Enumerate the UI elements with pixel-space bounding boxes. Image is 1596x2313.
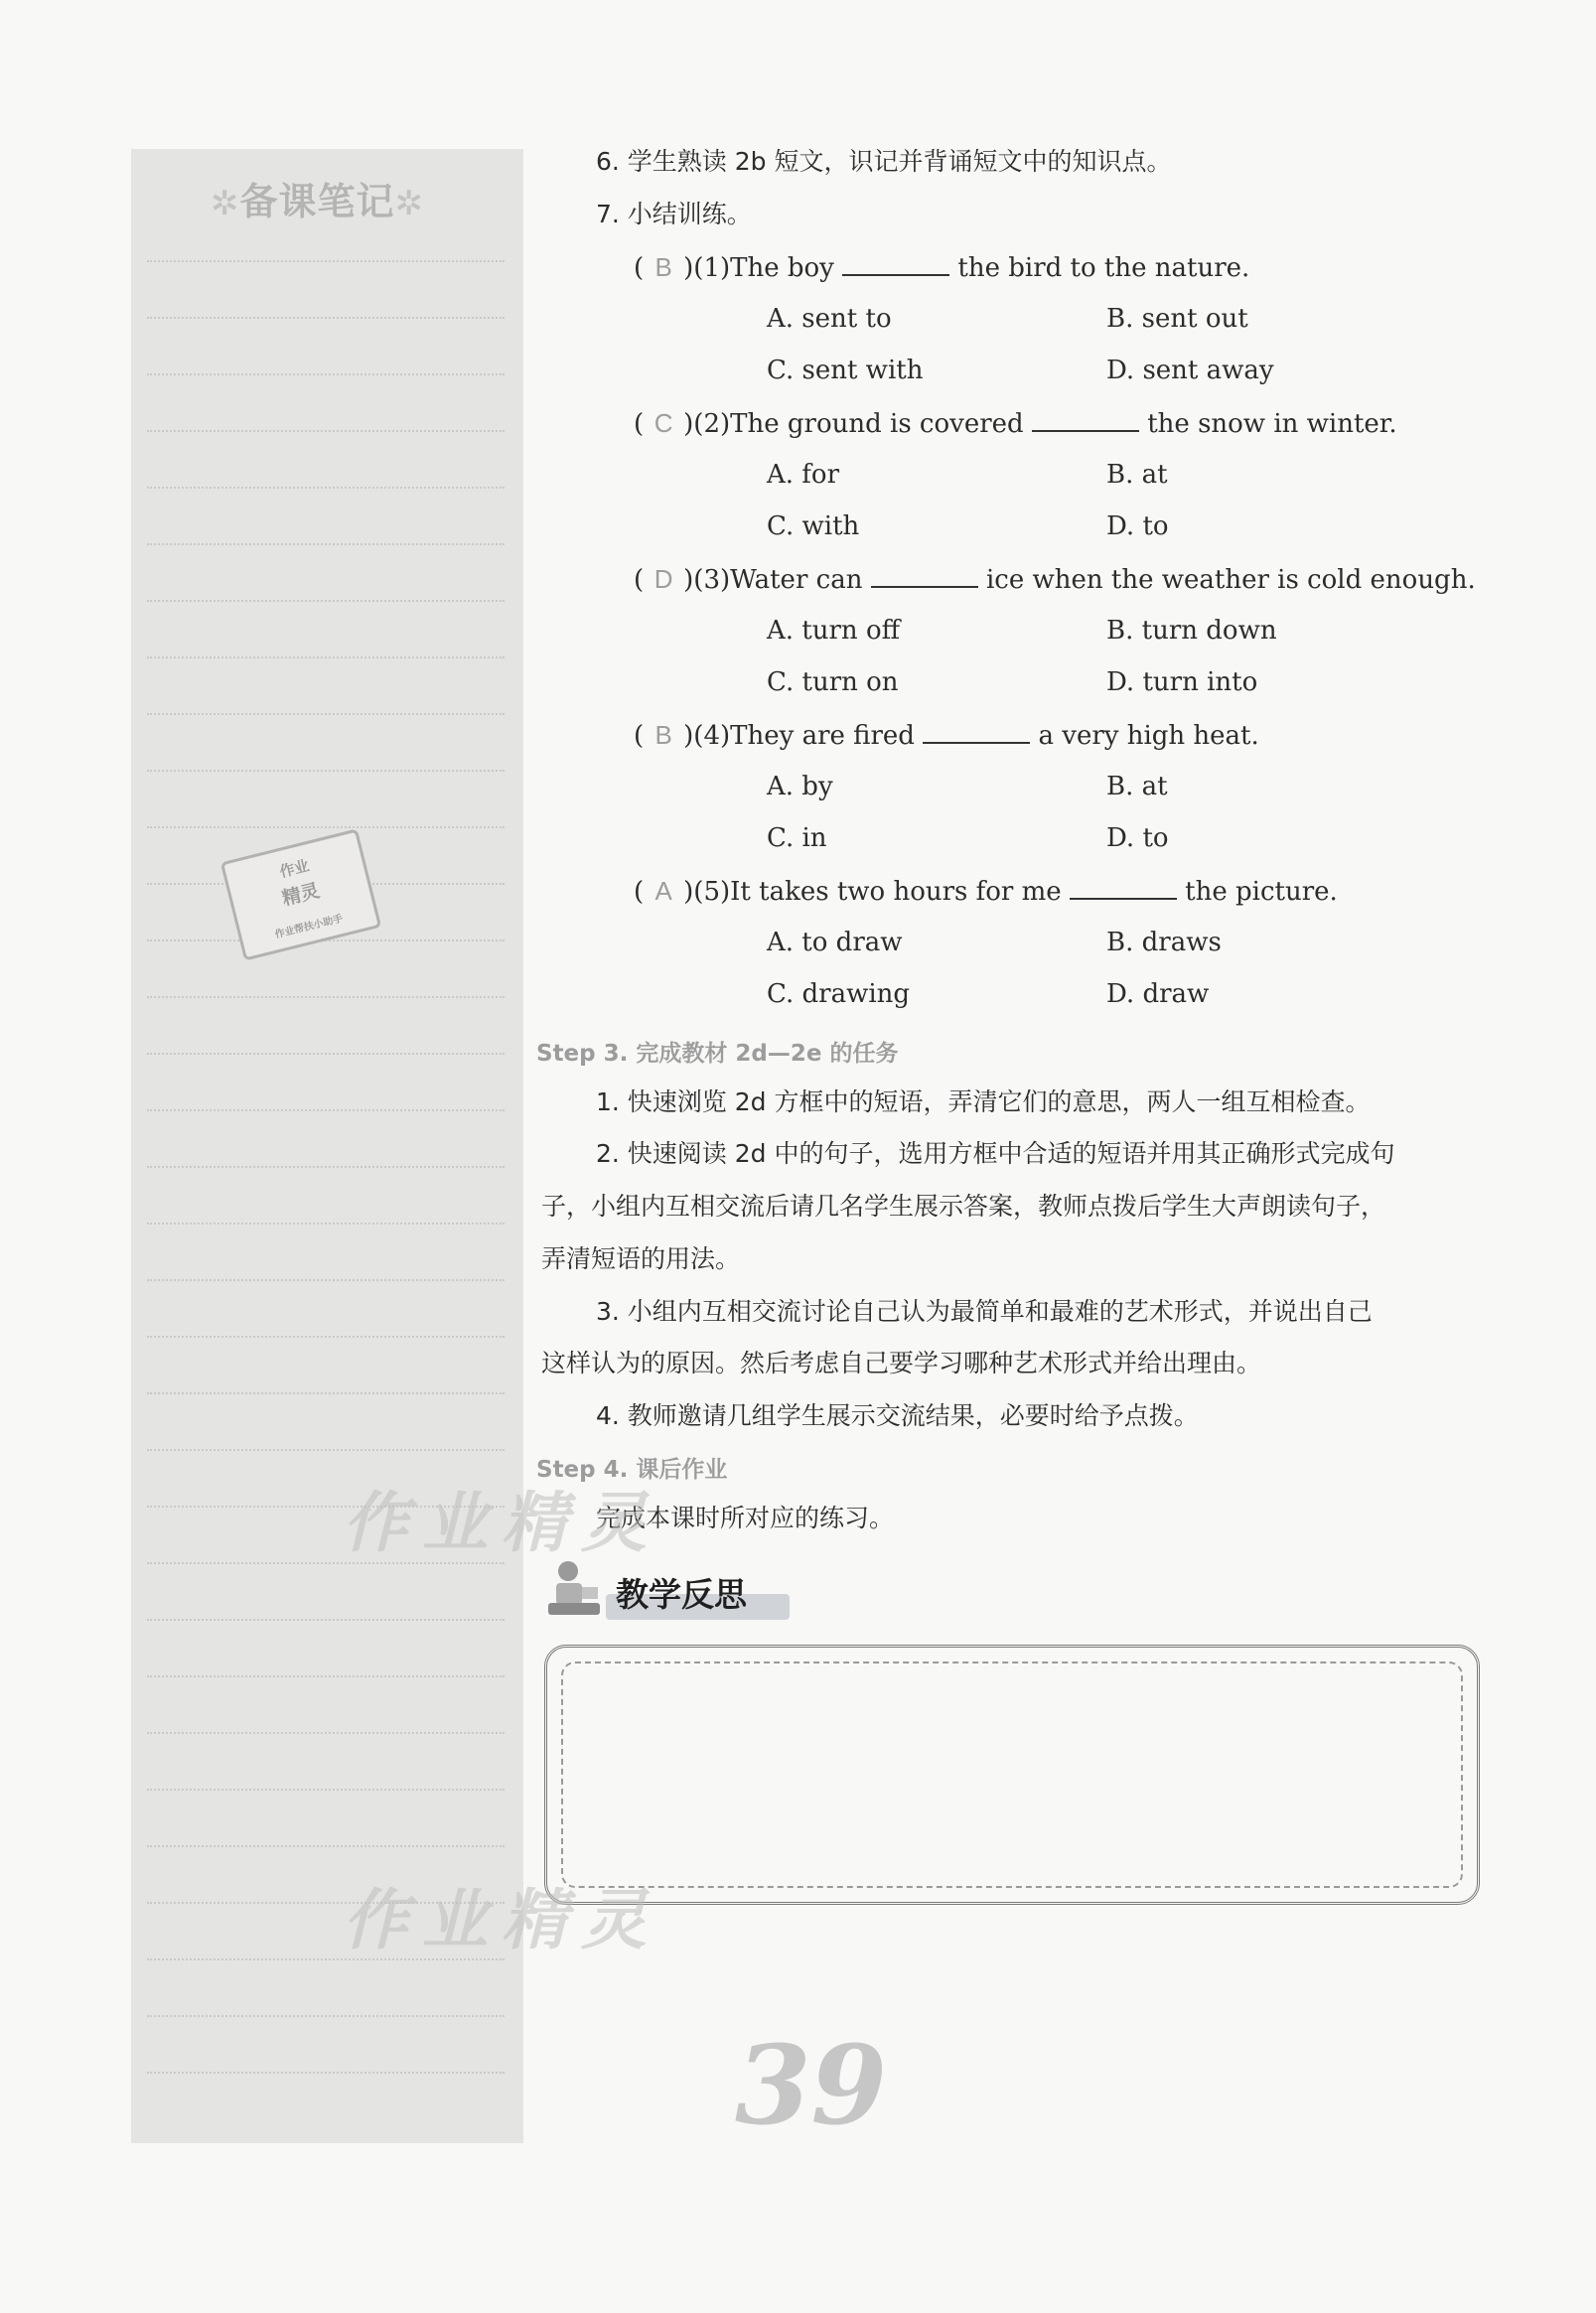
option: C. with — [767, 511, 860, 541]
note-line — [147, 487, 505, 489]
note-line — [147, 1845, 505, 1847]
note-line — [147, 373, 505, 375]
option: C. sent with — [767, 356, 924, 385]
note-line — [147, 1392, 505, 1394]
option: A. for — [767, 460, 840, 490]
note-line — [147, 430, 505, 432]
notes-title-text: 备课笔记 — [239, 180, 395, 223]
question-before: The boy — [730, 253, 834, 283]
paren-open: ( — [634, 409, 645, 439]
question-number: )(3) — [683, 565, 731, 595]
note-line — [147, 1336, 505, 1338]
option: B. draws — [1106, 928, 1222, 957]
option: A. turn off — [767, 616, 901, 646]
option: D. turn into — [1106, 667, 1258, 697]
stamp-line-2: 精灵 — [279, 879, 323, 911]
reflection-box — [544, 1645, 1480, 1905]
question-number: )(2) — [683, 409, 731, 439]
question-before: Water can — [730, 565, 863, 595]
question-number: )(1) — [683, 253, 731, 283]
option: D. sent away — [1106, 356, 1274, 385]
option: C. in — [767, 823, 827, 853]
answer-letter: B — [654, 252, 672, 282]
question-stem — [634, 406, 1397, 441]
note-line — [147, 1109, 505, 1111]
option: B. at — [1106, 460, 1168, 490]
step3-line-6: 这样认为的原因。然后考虑自己要学习哪种艺术形式并给出理由。 — [541, 1349, 1262, 1377]
note-line — [147, 1789, 505, 1791]
answer-letter: B — [654, 720, 672, 750]
step3-line-4: 弄清短语的用法。 — [541, 1244, 741, 1273]
question-before: The ground is covered — [730, 409, 1024, 439]
option: C. drawing — [767, 979, 911, 1009]
question-stem — [634, 718, 1259, 753]
option: D. draw — [1106, 979, 1210, 1009]
question-stem — [634, 874, 1338, 909]
option: D. to — [1106, 511, 1169, 541]
flower-icon: ✲ — [394, 184, 425, 223]
notes-sidebar — [131, 149, 523, 2143]
option: C. turn on — [767, 667, 899, 697]
note-line — [147, 713, 505, 715]
question-number: )(5) — [683, 877, 731, 907]
question-after: a very high heat. — [1038, 721, 1259, 751]
answer-letter: C — [653, 408, 673, 438]
option: B. turn down — [1106, 616, 1277, 646]
note-line — [147, 1223, 505, 1225]
step3-title: Step 3. 完成教材 2d—2e 的任务 — [536, 1041, 899, 1067]
note-line — [147, 1166, 505, 1168]
question-stem — [634, 250, 1249, 285]
note-line — [147, 770, 505, 772]
answer-blank[interactable] — [871, 562, 978, 588]
note-line — [147, 1732, 505, 1734]
question-after: the picture. — [1185, 877, 1338, 907]
stamp-line-1: 作业 — [277, 856, 312, 882]
question-number: )(4) — [683, 721, 731, 751]
item-6: 6. 学生熟读 2b 短文，识记并背诵短文中的知识点。 — [596, 147, 1172, 176]
item-7: 7. 小结训练。 — [596, 200, 752, 228]
option: B. sent out — [1106, 304, 1248, 334]
option: A. to draw — [767, 928, 903, 957]
step4-line: 完成本课时所对应的练习。 — [596, 1504, 895, 1532]
step3-line-7: 4. 教师邀请几组学生展示交流结果，必要时给予点拨。 — [596, 1401, 1199, 1430]
note-line — [147, 260, 505, 262]
step3-line-2: 2. 快速阅读 2d 中的句子，选用方框中合适的短语并用其正确形式完成句 — [596, 1139, 1395, 1168]
stamp-line-3: 作业帮扶小助手 — [273, 913, 345, 941]
answer-letter: D — [653, 564, 673, 594]
step3-line-1: 1. 快速浏览 2d 方框中的短语，弄清它们的意思，两人一组互相检查。 — [596, 1087, 1371, 1116]
notes-title — [211, 171, 424, 225]
question-before: They are fired — [730, 721, 915, 751]
watermark: 作业精灵 — [343, 1485, 660, 1561]
paren-open: ( — [634, 877, 645, 907]
question-before: It takes two hours for me — [730, 877, 1062, 907]
step3-line-3: 子，小组内互相交流后请几名学生展示答案，教师点拨后学生大声朗读句子， — [541, 1192, 1386, 1221]
answer-blank[interactable] — [1070, 874, 1177, 900]
page-number: 39 — [735, 2021, 888, 2149]
note-line — [147, 1449, 505, 1451]
question-after: the bird to the nature. — [957, 253, 1250, 283]
option: A. sent to — [767, 304, 892, 334]
note-line — [147, 996, 505, 998]
step3-line-5: 3. 小组内互相交流讨论自己认为最简单和最难的艺术形式，并说出自己 — [596, 1297, 1373, 1326]
note-line — [147, 2072, 505, 2074]
paren-open: ( — [634, 253, 645, 283]
question-stem — [634, 562, 1476, 597]
note-line — [147, 317, 505, 319]
watermark: 作业精灵 — [343, 1882, 660, 1958]
answer-blank[interactable] — [1032, 406, 1139, 432]
option: A. by — [767, 772, 833, 801]
answer-blank[interactable] — [923, 718, 1030, 744]
option: B. at — [1106, 772, 1168, 801]
paren-open: ( — [634, 565, 645, 595]
note-line — [147, 1053, 505, 1055]
reflection-title: 教学反思 — [616, 1575, 747, 1614]
teacher-icon — [546, 1557, 602, 1621]
note-line — [147, 656, 505, 658]
question-after: the snow in winter. — [1147, 409, 1397, 439]
step4-title: Step 4. 课后作业 — [536, 1457, 728, 1483]
answer-blank[interactable] — [842, 250, 949, 276]
question-after: ice when the weather is cold enough. — [985, 565, 1476, 595]
note-line — [147, 543, 505, 545]
answer-letter: A — [654, 876, 672, 906]
note-line — [147, 600, 505, 602]
reflection-box-inner — [561, 1662, 1463, 1888]
option: D. to — [1106, 823, 1169, 853]
note-line — [147, 826, 505, 828]
note-line — [147, 2015, 505, 2017]
paren-open: ( — [634, 721, 645, 751]
note-line — [147, 1279, 505, 1281]
flower-icon: ✲ — [211, 184, 240, 223]
note-line — [147, 1675, 505, 1677]
note-line — [147, 1619, 505, 1621]
